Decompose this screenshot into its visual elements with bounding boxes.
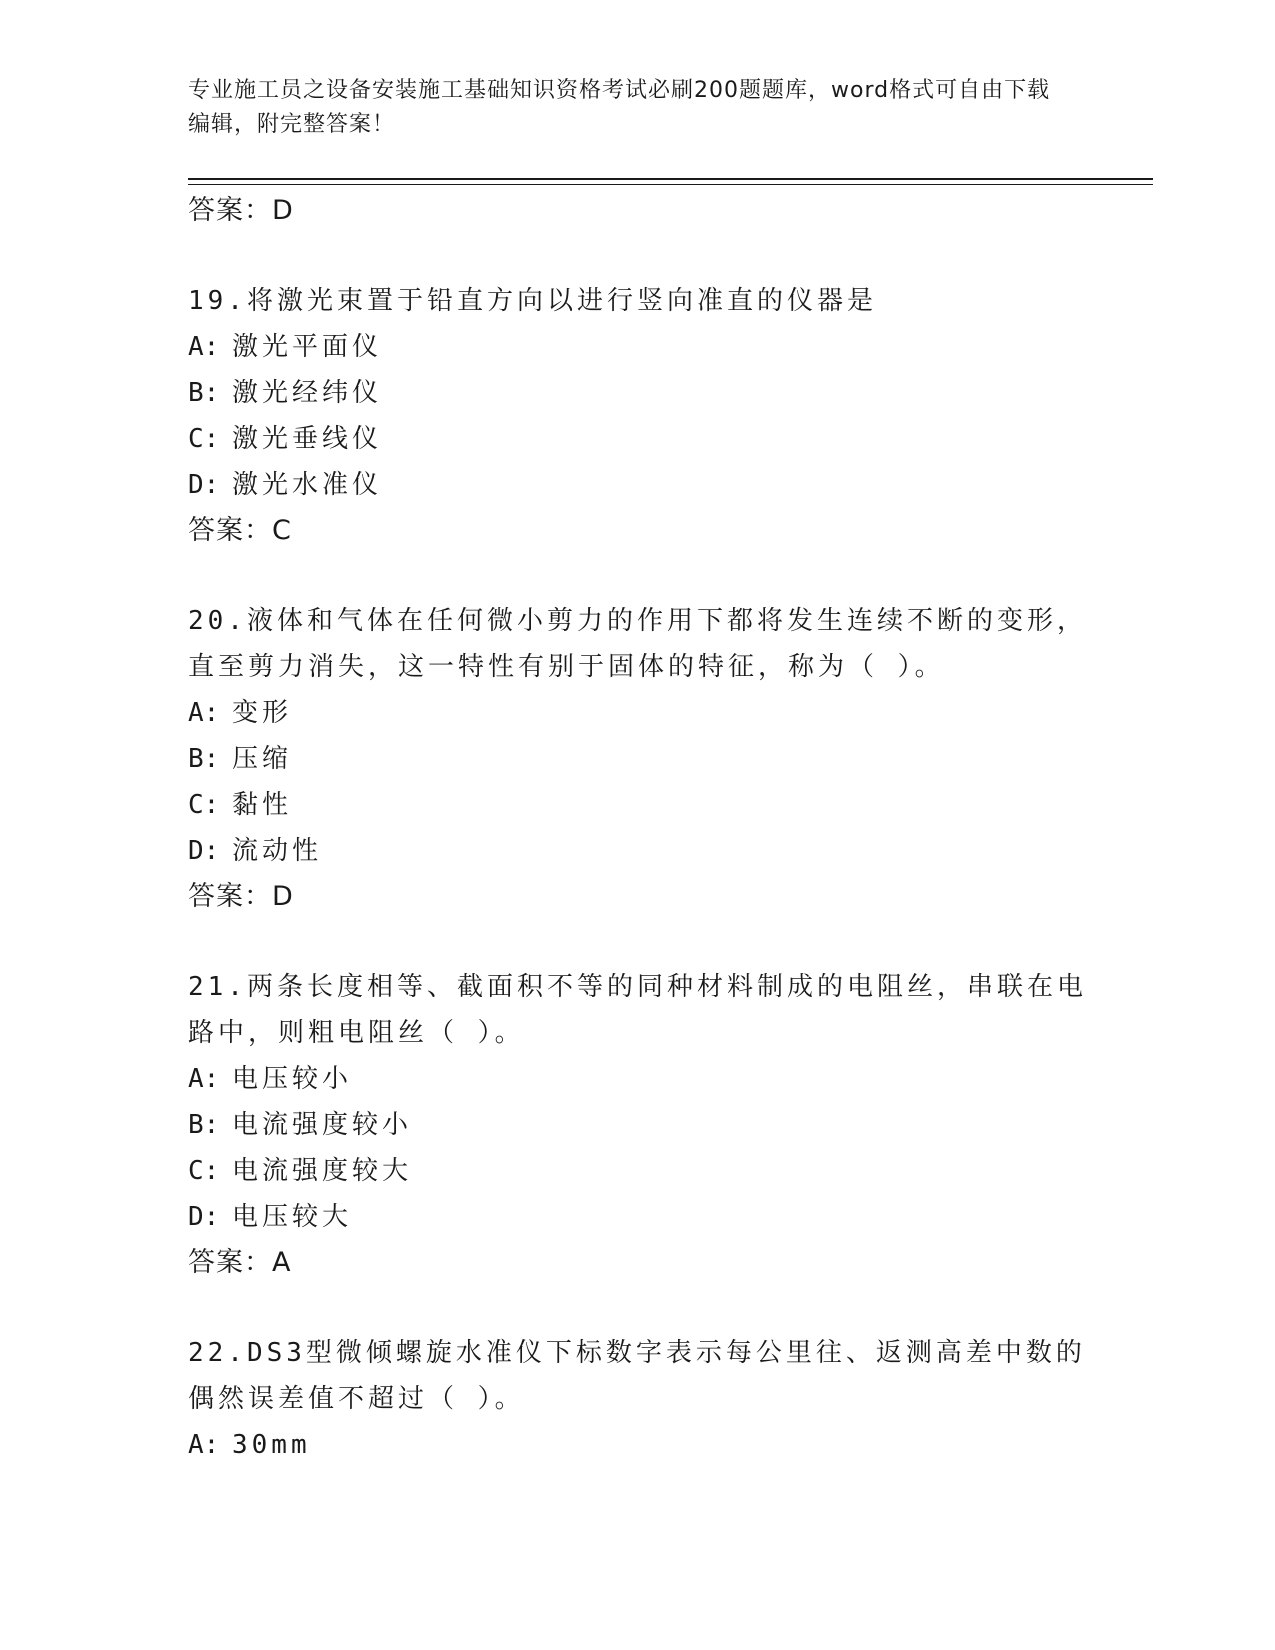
option-text: 变形: [232, 698, 293, 728]
option-text: 激光水准仪: [232, 470, 383, 500]
question-text: 20.液体和气体在任何微小剪力的作用下都将发生连续不断的变形，直至剪力消失，这一特性有别于固体的特征，称为（ ）。: [188, 606, 1087, 682]
answer-label: 答案：A: [188, 1247, 292, 1278]
question-22: [188, 1330, 1088, 1468]
question-list: [188, 188, 1088, 1468]
option-letter: A:: [188, 698, 220, 728]
option-letter: B:: [188, 1110, 220, 1140]
option-letter: A:: [188, 332, 220, 362]
option-c: [188, 416, 1088, 462]
header-divider-thick: [188, 178, 1153, 180]
option-letter: A:: [188, 1430, 220, 1460]
question-text: 21.两条长度相等、截面积不等的同种材料制成的电阻丝，串联在电路中，则粗电阻丝（ ）。: [188, 972, 1087, 1048]
option-a: [188, 1422, 1088, 1468]
option-text: 30mm: [232, 1430, 311, 1460]
question-21: [188, 964, 1088, 1286]
option-b: [188, 370, 1088, 416]
option-b: [188, 1102, 1088, 1148]
answer-label: 答案：C: [188, 515, 292, 546]
option-letter: B:: [188, 744, 220, 774]
option-letter: D:: [188, 836, 220, 866]
option-text: 激光平面仪: [232, 332, 383, 362]
answer-label: 答案：D: [188, 881, 294, 912]
option-d: [188, 828, 1088, 874]
option-d: [188, 462, 1088, 508]
option-d: [188, 1194, 1088, 1240]
header-divider-thin: [188, 184, 1153, 185]
option-a: [188, 1056, 1088, 1102]
option-letter: C:: [188, 790, 220, 820]
option-letter: C:: [188, 424, 220, 454]
option-text: 电压较小: [232, 1064, 353, 1094]
option-b: [188, 736, 1088, 782]
question-19: [188, 278, 1088, 554]
option-text: 激光经纬仪: [232, 378, 383, 408]
option-c: [188, 782, 1088, 828]
option-text: 激光垂线仪: [232, 424, 383, 454]
option-letter: A:: [188, 1064, 220, 1094]
option-text: 电流强度较小: [232, 1110, 413, 1140]
option-text: 压缩: [232, 744, 293, 774]
answer-label: 答案：D: [188, 195, 294, 226]
option-letter: B:: [188, 378, 220, 408]
question-text: 22.DS3型微倾螺旋水准仪下标数字表示每公里往、返测高差中数的偶然误差值不超过（ ）。: [188, 1338, 1086, 1414]
option-c: [188, 1148, 1088, 1194]
option-a: [188, 690, 1088, 736]
option-text: 电流强度较大: [232, 1156, 413, 1186]
page-header: [188, 74, 1068, 142]
option-letter: D:: [188, 470, 220, 500]
option-a: [188, 324, 1088, 370]
question-text: 19.将激光束置于铅直方向以进行竖向准直的仪器是: [188, 286, 877, 316]
option-letter: D:: [188, 1202, 220, 1232]
option-text: 黏性: [232, 790, 293, 820]
option-text: 流动性: [232, 836, 323, 866]
option-text: 电压较大: [232, 1202, 353, 1232]
option-letter: C:: [188, 1156, 220, 1186]
question-20: [188, 598, 1088, 920]
document-title: 专业施工员之设备安装施工基础知识资格考试必刷200题题库，word格式可自由下载编辑，附完整答案！: [188, 78, 1051, 137]
